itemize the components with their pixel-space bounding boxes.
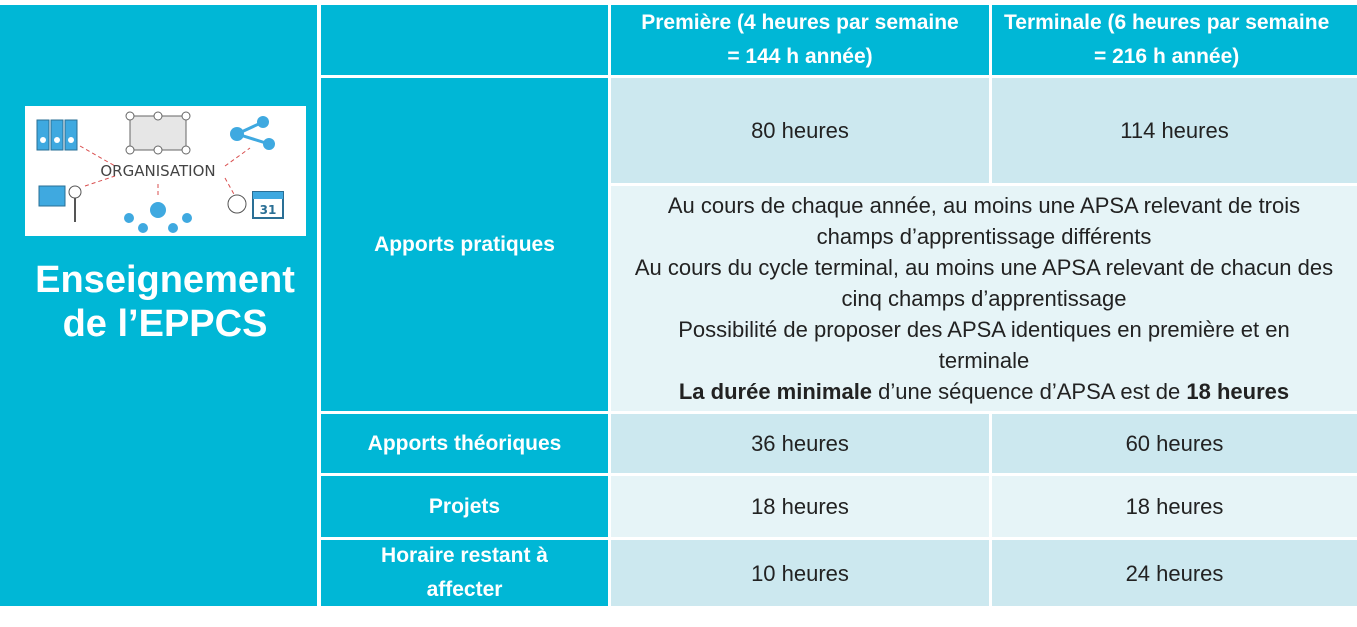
theoriques-terminale: 60 heures bbox=[992, 414, 1357, 473]
note-line4: cinq champs d’apprentissage bbox=[841, 286, 1127, 311]
header-premiere bbox=[611, 5, 989, 75]
restant-label-line2: affecter bbox=[426, 578, 503, 601]
network-icon bbox=[126, 112, 190, 154]
projets-terminale: 18 heures bbox=[992, 476, 1357, 537]
svg-text:31: 31 bbox=[259, 203, 277, 217]
note-line3: Au cours du cycle terminal, au moins une APSA relevant de chacun des bbox=[634, 255, 1334, 280]
header-terminale bbox=[992, 5, 1357, 75]
organisation-logo bbox=[25, 106, 306, 236]
restant-premiere: 10 heures bbox=[611, 540, 989, 606]
organisation-illustration bbox=[25, 106, 306, 236]
theoriques-premiere: 36 heures bbox=[611, 414, 989, 473]
restant-label-line1: Horaire restant à bbox=[381, 544, 548, 567]
people-network-icon bbox=[124, 202, 192, 233]
note-line6: terminale bbox=[938, 348, 1030, 373]
header-premiere-line2: = 144 h année) bbox=[727, 45, 873, 68]
note-line7 bbox=[635, 376, 1333, 407]
row-label-pratiques: Apports pratiques bbox=[321, 78, 608, 411]
note-line2: champs d’apprentissage différents bbox=[816, 224, 1152, 249]
page-title bbox=[0, 258, 330, 346]
note-mid: d’une séquence d’APSA est de bbox=[872, 379, 1187, 404]
calendar-icon bbox=[228, 192, 283, 218]
note-bold-duree: La durée minimale bbox=[678, 379, 873, 404]
note-line5: Possibilité de proposer des APSA identiques en première et en bbox=[678, 317, 1290, 342]
binders-icon bbox=[37, 120, 77, 150]
restant-terminale: 24 heures bbox=[992, 540, 1357, 606]
header-terminale-line2: = 216 h année) bbox=[1093, 45, 1240, 68]
person-board-icon bbox=[39, 186, 81, 222]
row-label-projets: Projets bbox=[321, 476, 608, 537]
note-line1: Au cours de chaque année, au moins une APSA relevant de trois bbox=[667, 193, 1301, 218]
projets-premiere: 18 heures bbox=[611, 476, 989, 537]
logo-text: ORGANISATION bbox=[100, 162, 216, 180]
header-premiere-line1: Première (4 heures par semaine bbox=[641, 11, 959, 34]
pratiques-premiere: 80 heures bbox=[611, 78, 989, 183]
header-terminale-line1: Terminale (6 heures par semaine bbox=[1004, 11, 1330, 34]
row-label-theoriques: Apports théoriques bbox=[321, 414, 608, 473]
page-title-line1: Enseignement bbox=[35, 259, 295, 301]
page-title-line2: de l’EPPCS bbox=[62, 303, 268, 345]
header-empty-cell bbox=[321, 5, 608, 75]
note-bold-heures: 18 heures bbox=[1186, 379, 1290, 404]
pratiques-note bbox=[611, 186, 1357, 411]
pratiques-terminale: 114 heures bbox=[992, 78, 1357, 183]
share-icon bbox=[230, 116, 275, 150]
row-label-restant bbox=[321, 540, 608, 606]
